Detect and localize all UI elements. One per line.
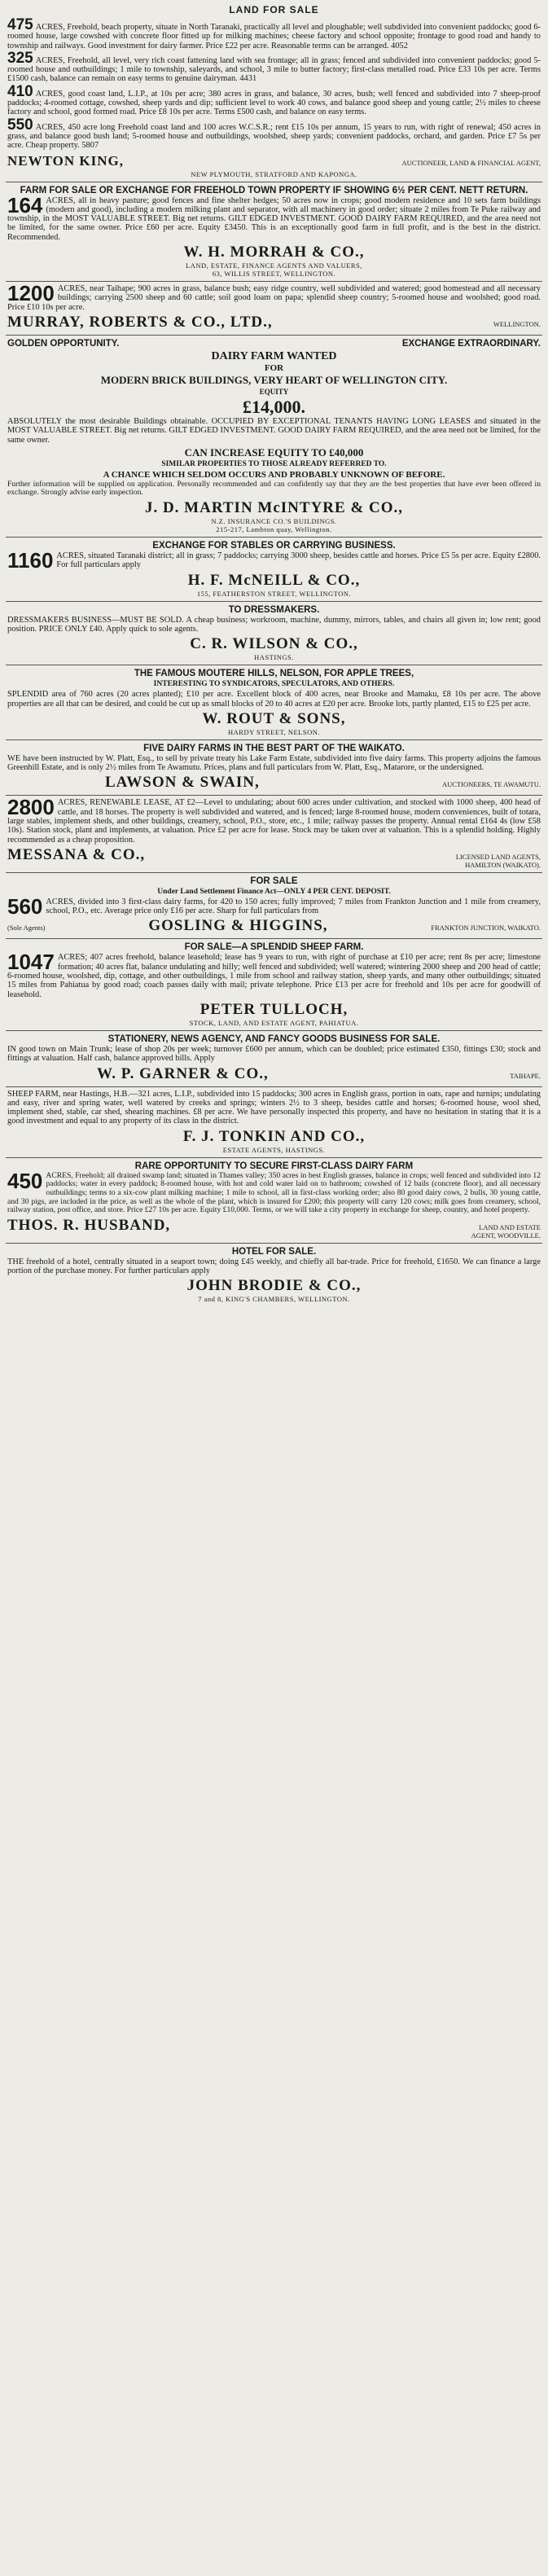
agent-town: WELLINGTON. <box>493 319 541 328</box>
ad-subheadline: Under Land Settlement Finance Act—ONLY 4 PER CENT. DEPOSIT. <box>157 887 391 896</box>
agent-address: HASTINGS. <box>254 653 294 662</box>
ad-morrah <box>6 182 542 282</box>
ad-newton-king <box>6 16 542 182</box>
agent-address: NEW PLYMOUTH, STRATFORD AND KAPONGA. <box>191 169 357 178</box>
listing-text: ACRES, Freehold; all drained swamp land; situated in Thames valley; 350 acres in best English grasses, balance in crops; well fenced and subdivided into 12 paddocks; water in every paddock; 8-roomed house, with hot and cold water laid on to bathroom; cowshed of 12 bails (concrete floor), and all necessary outbuildings; terms to a six-cow plant milking machine; 1 mile to school, all in first-class working order; also 80 good dairy cows, 2 bulls, 30 young cattle, and 30 pigs, are included in the price, as well as the whole of the plant, which is insured for £200; this property will carry 120 cows; milk goes from creamery, school, railway station, post office, and store. Price £27 10s per acre. Equity £10,000. Terms, or we will take a city property in exchange for sheep, country, and hotel property. <box>7 1170 541 1215</box>
listing <box>7 798 541 844</box>
agent-title-line: LAND AND ESTATE <box>479 1222 541 1231</box>
ad-garner <box>6 1031 542 1087</box>
agent-town: FRANKTON JUNCTION, WAIKATO. <box>431 924 541 933</box>
agent-address: 215-217, Lambton quay, Wellington. <box>216 525 332 534</box>
ad-text: Further information will be supplied on application. Personally recommended and can confidently say that they are the best properties that have ever been offered in exchange. Strongly advise early inspection. <box>7 479 541 498</box>
acre-number: 1160 <box>7 548 54 573</box>
ad-text: SHEEP FARM, near Hastings, H.B.—321 acres, L.I.P., subdivided into 15 paddocks; 300 acres in English grass, portion in oats, rape and turnips; undulating and easy, river and spring water, well watered by creeks and springs; winters 2½ to 3 sheep, besides cattle and horses; 6-roomed house, wool shed, implement shed, stable, car shed, shearing machines. £8 per acre. We have personally inspected this property, and have no hesitation in stating that it is a good investment and equal to any property of its class in the district. <box>7 1089 541 1126</box>
offer-line: MODERN BRICK BUILDINGS, VERY HEART OF WELLINGTON CITY. <box>100 373 448 386</box>
agent-title <box>456 853 541 869</box>
listing-text: ACRES, all in heavy pasture; good fences and fine shelter hedges; 50 acres now in crops; good modern residence and 10 sets farm buildings (modern and good), including a modern milking plant and separator, with all machinery in good order; situate 2 miles from Te Puke railway and township, in the MOST VALUABLE STREET. Big net returns. GILT EDGED INVESTMENT. GOOD DAIRY FARM REQUIRED, and the area need not be limited, for the same owner. Price £60 per acre. Equity £3450. This is an exceptionally good farm in full profit, and is the best in the district. Recommended. <box>7 195 541 242</box>
ad-headline: FOR SALE <box>250 875 298 886</box>
agent-line <box>7 846 541 869</box>
equity-label: EQUITY <box>259 387 289 396</box>
agent-title <box>471 1223 541 1240</box>
ad-subheadline: INTERESTING TO SYNDICATORS, SPECULATORS, AND OTHERS. <box>153 680 395 689</box>
listing-text: ACRES; 407 acres freehold, balance leasehold; lease has 9 years to run, with right of purchase at £10 per acre; rent 8s per acre; limestone formation; 40 acres flat, balance undulating and hilly; well fenced and subdivided; well watered; wintering 2000 sheep and 200 head of cattle; 6-roomed house, woolshed, dip, cottage, and other outbuildings, 1 mile from school and railway station, sheep yards, and many other outbuildings; situated 15 miles from Pahiatua by good road; coach passes daily with mail; private telephone. Price £13 per acre for freehold and 10s per acre for goodwill of leasehold. <box>7 953 541 999</box>
listing <box>7 1168 541 1215</box>
ad-headline: TO DRESSMAKERS. <box>228 604 320 615</box>
chance-line: A CHANCE WHICH SELDOM OCCURS AND PROBABLY UNKNOWN OF BEFORE. <box>103 469 445 480</box>
agent-town: AGENT, WOODVILLE. <box>471 1231 541 1240</box>
agent-address: HARDY STREET, NELSON. <box>228 727 320 736</box>
wanted-line: DAIRY FARM WANTED <box>211 349 337 362</box>
acre-number: 410 <box>7 82 33 100</box>
listing-text: ACRES, divided into 3 first-class dairy farms, for 420 to 150 acres; fully improved; 7 miles from Frankton Junction and 1 mile from creamery, school, P.O., etc. Average price only £16 per acre. Sharp for full particulars from <box>46 897 541 916</box>
ad-headline: EXCHANGE FOR STABLES OR CARRYING BUSINESS. <box>152 541 396 551</box>
agent-name: J. D. MARTIN McINTYRE & CO., <box>144 499 404 517</box>
equity-value: £14,000. <box>243 396 305 417</box>
agent-address: ESTATE AGENTS, HASTINGS. <box>222 1145 326 1154</box>
listing <box>7 192 541 242</box>
listing <box>7 284 541 312</box>
agent-address: 63, WILLIS STREET, WELLINGTON. <box>212 270 336 279</box>
agent-title-line: LICENSED LAND AGENTS, <box>455 852 541 861</box>
agent-name: GOSLING & HIGGINS, <box>148 917 328 935</box>
agent-address: STOCK, LAND, AND ESTATE AGENT, PAHIATUA. <box>189 1018 359 1027</box>
agent-name: W. P. GARNER & CO., <box>97 1064 269 1082</box>
agent-town: AUCTIONEERS, TE AWAMUTU. <box>442 780 541 789</box>
agent-name: JOHN BRODIE & CO., <box>186 1277 362 1295</box>
acre-number: 550 <box>7 116 33 134</box>
agent-name: NEWTON KING, <box>7 152 124 169</box>
listing <box>7 82 541 117</box>
listing-text: ACRES, situated Taranaki district; all in grass; 7 paddocks; carrying 3000 sheep, besides cattle and horses. Price £5 5s per acre. Equity £2800. For full particulars apply <box>56 551 541 570</box>
ad-text: SPLENDID area of 760 acres (20 acres planted); £10 per acre. Excellent block of 400 acres, near Brooke and Mamaku, £8 10s per acre. The above properties are all that can be desired, and could be cut up as small blocks of 20 to 40 acres at £20 per acre. Brooke lots, partly planted, £15 to £25 per acre. <box>7 690 541 709</box>
ad-wilson <box>6 602 542 666</box>
section-header: LAND FOR SALE <box>229 4 319 15</box>
similar-line: SIMILAR PROPERTIES TO THOSE ALREADY REFERRED TO. <box>161 459 387 468</box>
ad-text: DRESSMAKERS BUSINESS—MUST BE SOLD. A cheap business; workroom, machine, dummy, mirrors, tables, and chairs all given in; low rent; good position. PRICE ONLY £40. Apply quick to sole agents. <box>7 615 541 634</box>
ad-headline: RARE OPPORTUNITY TO SECURE FIRST-CLASS DAIRY FARM <box>134 1161 414 1171</box>
agent-subtitle: N.Z. INSURANCE CO.'S BUILDINGS. <box>211 517 337 526</box>
agent-town: HAMILTON (WAIKATO). <box>465 860 541 869</box>
ad-tulloch <box>6 939 542 1030</box>
acre-number: 560 <box>7 893 43 919</box>
ad-text: ABSOLUTELY the most desirable Buildings obtainable. OCCUPIED BY EXCEPTIONAL TENANTS HAVING LONG LEASES and situated in the MOST VALUABLE STREET. Big net returns. GILT EDGED INVESTMENT. GOOD DAIRY FARM REQUIRED, and the area need not be limited, for the same owner. <box>7 416 541 445</box>
ad-gosling-higgins <box>6 873 542 940</box>
listing-text: ACRES, RENEWABLE LEASE, AT £2—Level to undulating; about 600 acres under cultivation, and stocked with 1000 sheep, 400 head of cattle, and 18 horses. The property is well subdivided and watered, and is fenced; large 8-roomed house, modern conveniences, built of totara, large stables, implement sheds, and other buildings, creamery, school, P.O., store, etc., 1 mile; railway passes the property. Annual rental £164 4s (low £58 10s). Station stock, plant and implements, at valuation. Price £2 per acre for lease. Stock may be taken over at valuation. This is a splendid holding. Highly recommended as a cheap proposition. <box>7 798 541 845</box>
increase-line: CAN INCREASE EQUITY TO £40,000 <box>184 445 364 459</box>
listing-text: ACRES, Freehold, all level, very rich coast fattening land with sea frontage; all in grass; fenced and subdivided into convenient paddocks; good 5-roomed house and outbuildings; 1 mile to township, saleyards, and school, 3 mile to butter factory; first-class metalled road. Price £33 10s per acre. Terms £1500 cash, balance can remain on easy terms to genuine dairyman. 4431 <box>7 55 541 84</box>
agent-town: TAIHAPE. <box>510 1071 541 1080</box>
acre-number: 2800 <box>7 796 55 820</box>
ad-headline: FOR SALE—A SPLENDID SHEEP FARM. <box>184 942 364 953</box>
ad-brodie <box>6 1244 542 1307</box>
listing <box>7 548 541 573</box>
ad-headline: FARM FOR SALE OR EXCHANGE FOR FREEHOLD TOWN PROPERTY IF SHOWING 6½ PER CENT. NETT RETURN. <box>20 185 528 195</box>
ad-headline: FIVE DAIRY FARMS IN THE BEST PART OF THE WAIKATO. <box>143 743 405 753</box>
acre-number: 450 <box>7 1168 43 1193</box>
listing <box>7 116 541 151</box>
agent-name: MURRAY, ROBERTS & CO., LTD., <box>7 313 273 331</box>
ad-headline: STATIONERY, NEWS AGENCY, AND FANCY GOODS BUSINESS FOR SALE. <box>107 1033 441 1044</box>
agent-name: THOS. R. HUSBAND, <box>7 1216 171 1234</box>
ad-text: WE have been instructed by W. Platt, Esq., to sell by private treaty his Lake Farm Estate, subdivided into five dairy farms. This property adjoins the famous Greenhill Estate, and is only 2½ miles from Te Awamutu. Prices, plans and full particulars from W. Platt, Esq., Matarore, or the undersigned. <box>7 753 541 773</box>
listing <box>7 49 541 84</box>
listing <box>7 950 541 999</box>
ad-lawson-swain <box>6 740 542 796</box>
agent-line <box>7 774 541 792</box>
agent-title: AUCTIONEER, LAND & FINANCIAL AGENT, <box>401 158 541 167</box>
agent-name: PETER TULLOCH, <box>199 1000 349 1018</box>
agent-line <box>7 917 541 935</box>
agent-name: W. ROUT & SONS, <box>202 709 346 727</box>
listing <box>7 16 541 50</box>
ad-messana <box>6 796 542 872</box>
agent-line <box>7 1217 541 1240</box>
listing-text: ACRES, Freehold, beach property, situate in North Taranaki, practically all level and ploughable; well subdivided into convenient paddocks; good 6-roomed house, large cowshed with concrete floor fitted up for milking machines; cheese factory and school opposite; frontage to good road and handy to township and railways. Good investment for dairy farmer. Price £22 per acre. Reasonable terms can be arranged. 4052 <box>7 23 541 50</box>
ad-headline: THE FAMOUS MOUTERE HILLS, NELSON, FOR APPLE TREES, <box>134 669 414 679</box>
ad-headline-left: GOLDEN OPPORTUNITY. <box>7 338 120 349</box>
acre-number: 164 <box>7 192 43 217</box>
ad-headline-right: EXCHANGE EXTRAORDINARY. <box>401 338 541 349</box>
agent-subtitle: LAND, ESTATE, FINANCE AGENTS AND VALUERS, <box>186 261 362 270</box>
ad-rout <box>6 665 542 740</box>
agent-role: (Sole Agents) <box>7 924 46 933</box>
listing <box>7 893 541 919</box>
acre-number: 325 <box>7 49 33 67</box>
agent-name: LAWSON & SWAIN, <box>105 774 260 792</box>
agent-name: C. R. WILSON & CO., <box>190 635 358 653</box>
agent-line <box>7 152 541 170</box>
for-line: FOR <box>264 362 284 373</box>
acre-number: 1200 <box>7 282 55 306</box>
ad-murray-roberts <box>6 282 542 336</box>
agent-name: MESSANA & CO., <box>7 845 146 863</box>
agent-name: H. F. McNEILL & CO., <box>187 571 361 589</box>
ad-text: IN good town on Main Trunk; lease of shop 20s per week; turnover £600 per annum, which can be doubled; price estimated £350, fittings £30; stock and fittings at valuation. Half cash, balance approved bills. Apply <box>7 1044 541 1064</box>
agent-address: 155, FEATHERSTON STREET, WELLINGTON. <box>196 589 352 598</box>
ad-text: THE freehold of a hotel, centrally situated in a seaport town; doing £45 weekly, and chiefly all bar-trade. Price for freehold, £1650. We can finance a large portion of the purchase money. For further particulars apply <box>7 1257 541 1275</box>
newspaper-page <box>6 0 542 1306</box>
ad-headline-row <box>7 338 541 349</box>
agent-line <box>7 1065 541 1083</box>
agent-name: F. J. TONKIN AND CO., <box>182 1127 366 1145</box>
ad-tonkin <box>6 1087 542 1158</box>
agent-name: W. H. MORRAH & CO., <box>183 244 365 261</box>
listing-text: ACRES, good coast land, L.I.P., at 10s per acre; 380 acres in grass, and balance, 30 acres, bush; well fenced and subdivided into 7 sheep-proof paddocks; 4-roomed cottage, cowshed, sheep yards and dip; sufficient level to work 40 cows, and balance good sheep and young cattle; 2½ miles to cheese factory and school, good formed road. Price £8 10s per acre. Terms £500 cash, and balance on easy terms. <box>7 89 541 117</box>
acre-number: 475 <box>7 16 33 33</box>
ad-headline: HOTEL FOR SALE. <box>231 1246 317 1257</box>
ad-mcneill <box>6 538 542 602</box>
ad-husband <box>6 1158 542 1244</box>
ad-martin-mcintyre <box>6 336 542 538</box>
agent-line <box>7 314 541 331</box>
agent-address: 7 and 8, KING'S CHAMBERS, WELLINGTON. <box>198 1295 350 1304</box>
listing-text: ACRES, 450 acre long Freehold coast land and 100 acres W.C.S.R.; rent £15 10s per annum, 15 years to run, with right of renewal; 450 acres in grass, and balance good bush land; 5-roomed house and outbuildings, woolshed, sheep yards; convenient paddocks, orchard, and garden. Price £7 5s per acre. Cheap property. 5807 <box>7 122 541 151</box>
listing-text: ACRES, near Taihape; 900 acres in grass, balance bush; easy ridge country, well subdivided and watered; good homestead and all necessary buildings; carrying 2500 sheep and 60 cattle; soil good loam on papa; splendid sheep country; 5-roomed house and woolshed; good road. Price £10 10s per acre. <box>7 284 541 312</box>
acre-number: 1047 <box>7 950 55 975</box>
